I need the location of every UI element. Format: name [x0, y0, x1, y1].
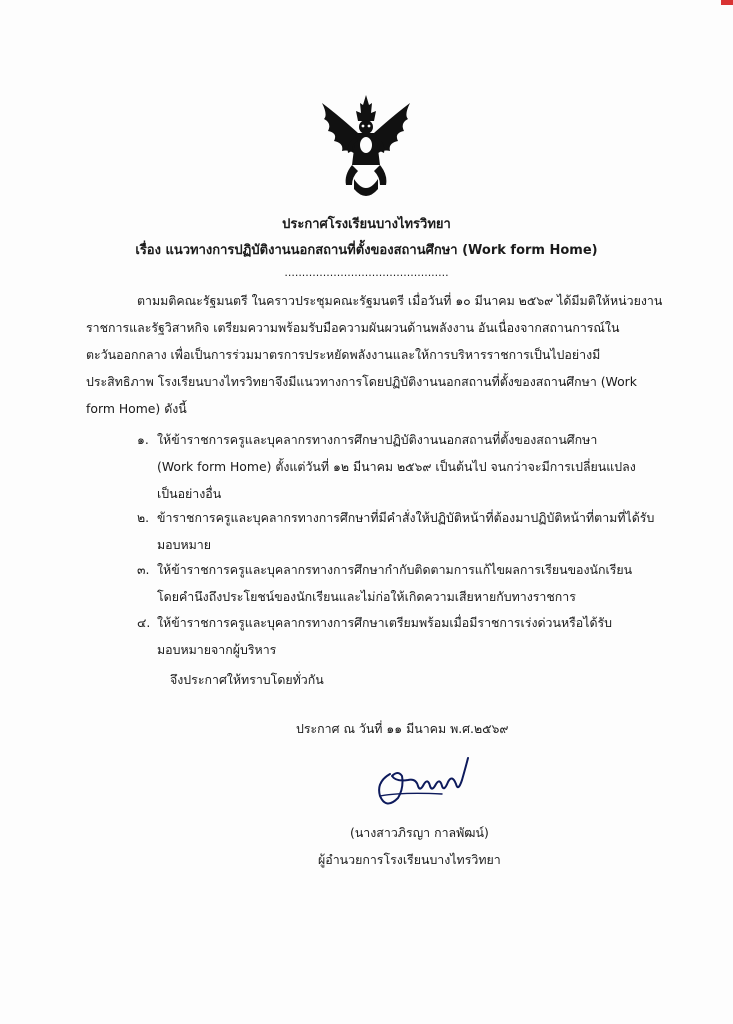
- list-item-line: มอบหมาย: [157, 537, 212, 552]
- list-item-line: ให้ข้าราชการครูและบุคลากรทางการศึกษาเตรียมพร้อมเมื่อมีราชการเร่งด่วนหรือได้รับ: [157, 615, 613, 630]
- signer-name: (นางสาวภิรญา กาลพัฒน์): [350, 825, 489, 840]
- signature-icon: [372, 752, 482, 814]
- intro-line: form Home) ดังนี้: [86, 401, 187, 416]
- date-line: ประกาศ ณ วันที่ ๑๑ มีนาคม พ.ศ.๒๕๖๙: [296, 721, 509, 736]
- list-item-line: ให้ข้าราชการครูและบุคลากรทางการศึกษากำกับติดตามการแก้ไขผลการเรียนของนักเรียน: [157, 562, 633, 577]
- closing-statement: จึงประกาศให้ทราบโดยทั่วกัน: [170, 672, 324, 687]
- list-item-number: ๒.: [137, 510, 150, 525]
- list-item-number: ๔.: [137, 615, 151, 630]
- list-item-line: มอบหมายจากผู้บริหาร: [157, 642, 277, 657]
- list-item-number: ๑.: [137, 432, 149, 447]
- intro-line: ราชการและรัฐวิสาหกิจ เตรียมความพร้อมรับมือความผันผวนด้านพลังงาน อันเนื่องจากสถานการณ์ใน: [86, 320, 620, 335]
- title-separator: ...............................................: [284, 266, 449, 279]
- list-item-number: ๓.: [137, 562, 150, 577]
- list-item-line: (Work form Home) ตั้งแต่วันที่ ๑๒ มีนาคม ๒๕๖๙ เป็นต้นไป จนกว่าจะมีการเปลี่ยนแปลง: [157, 459, 636, 474]
- garuda-emblem-icon: [318, 93, 414, 203]
- list-item-line: เป็นอย่างอื่น: [157, 486, 222, 501]
- signer-position: ผู้อำนวยการโรงเรียนบางไทรวิทยา: [318, 852, 501, 867]
- announcement-subject: เรื่อง แนวทางการปฏิบัติงานนอกสถานที่ตั้งของสถานศึกษา (Work form Home): [135, 243, 598, 258]
- intro-line: ตะวันออกกลาง เพื่อเป็นการร่วมมาตรการประหยัดพลังงานและให้การบริหารราชการเป็นไปอย่างมี: [86, 347, 601, 362]
- scan-edge-mark: [721, 0, 733, 5]
- intro-line: ประสิทธิภาพ โรงเรียนบางไทรวิทยาจึงมีแนวทางการโดยปฏิบัติงานนอกสถานที่ตั้งของสถานศึกษา (Work: [86, 374, 637, 389]
- list-item-line: ให้ข้าราชการครูและบุคลากรทางการศึกษาปฏิบัติงานนอกสถานที่ตั้งของสถานศึกษา: [157, 432, 598, 447]
- list-item-line: ข้าราชการครูและบุคลากรทางการศึกษาที่มีคำสั่งให้ปฏิบัติหน้าที่ต้องมาปฏิบัติหน้าที่ตามที่ได้รับ: [157, 510, 655, 525]
- list-item-line: โดยคำนึงถึงประโยชน์ของนักเรียนและไม่ก่อให้เกิดความเสียหายกับทางราชการ: [157, 589, 576, 604]
- announcement-title: ประกาศโรงเรียนบางไทรวิทยา: [282, 217, 451, 232]
- intro-line: ตามมติคณะรัฐมนตรี ในคราวประชุมคณะรัฐมนตรี เมื่อวันที่ ๑๐ มีนาคม ๒๕๖๙ ได้มีมติให้หน่วยงาน: [137, 293, 663, 308]
